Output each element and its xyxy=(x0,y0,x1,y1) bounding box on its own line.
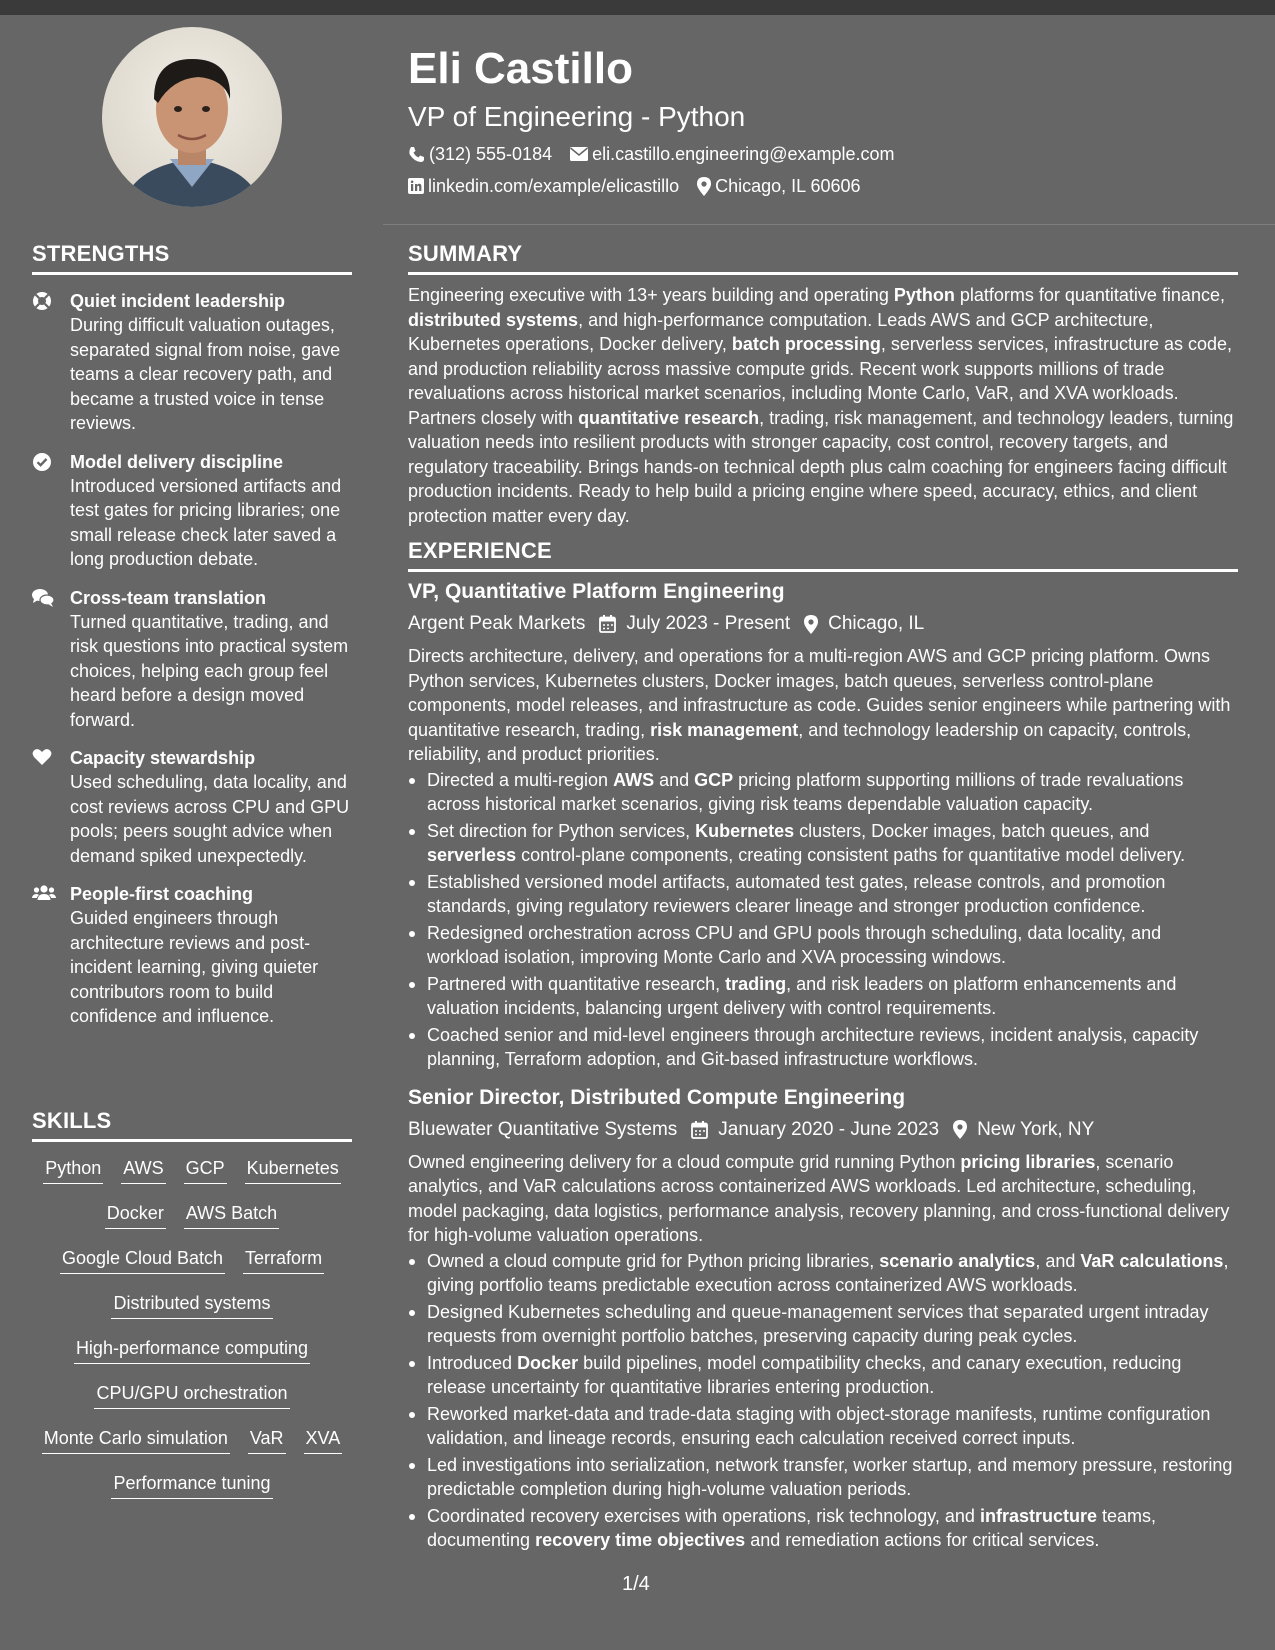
skills-section xyxy=(32,1108,352,1516)
skill-row xyxy=(32,1156,352,1201)
skill-tag: AWS Batch xyxy=(184,1201,279,1229)
job-location-text: New York, NY xyxy=(977,1118,1095,1140)
summary-text: Engineering executive with 13+ years building and operating Python platforms for quantitative finance, distributed systems, and high-performance computation. Leads AWS and GCP architecture, Kubernetes operations, Docker delivery, batch processing, serverless services, infrastructure as code, and production reliability across massive compute grids. Recent work supports millions of trade revaluations across historical market scenarios, including Monte Carlo, VaR, and XVA workloads. Partners closely with quantitative research, trading, risk management, and technology leaders, turning valuation needs into resilient products with stronger capacity, cost control, recovery targets, and regulatory traceability. Brings hands-on technical depth plus calm coaching for engineers facing difficult production incidents. Ready to help build a pricing engine where speed, accuracy, ethics, and client protection matter every day. xyxy=(408,285,1234,526)
job-dates-text: January 2020 - June 2023 xyxy=(718,1118,940,1140)
strength-description: Guided engineers through architecture reviews and post-incident learning, giving quieter contributors room to build confidence and influence. xyxy=(70,908,319,1026)
check-circle-icon xyxy=(32,450,70,572)
job-dates xyxy=(691,1116,939,1144)
bullet-item: Established versioned model artifacts, automated test gates, release controls, and promotion standards, giving regulatory reviewers clearer lineage and stronger production confidence. xyxy=(408,870,1238,919)
skill-tag: Docker xyxy=(105,1201,166,1229)
bullet-item: Directed a multi-region AWS and GCP pricing platform supporting millions of trade revaluations across historical market scenarios, giving risk teams dependable valuation capacity. xyxy=(408,768,1238,817)
heart-icon xyxy=(32,746,70,868)
linkedin-contact[interactable] xyxy=(408,174,679,198)
strength-description: During difficult valuation outages, separated signal from noise, gave teams a clear recovery path, and became a trusted voice in tense reviews. xyxy=(70,315,341,433)
skill-tag: Distributed systems xyxy=(111,1291,272,1319)
contact-row xyxy=(408,142,1238,166)
candidate-name: Eli Castillo xyxy=(408,44,633,93)
phone-contact xyxy=(408,142,552,166)
job-location xyxy=(953,1116,1094,1144)
life-ring-icon xyxy=(32,289,70,436)
strength-title: Model delivery discipline xyxy=(70,451,284,472)
skill-tag: AWS xyxy=(121,1156,165,1184)
strengths-heading: STRENGTHS xyxy=(32,241,352,275)
bullet-item: Reworked market-data and trade-data staging with object-storage manifests, runtime configuration validation, and lineage records, ensuring each calculation received correct inputs. xyxy=(408,1402,1238,1451)
map-marker-icon xyxy=(953,1120,967,1139)
strength-description: Turned quantitative, trading, and risk questions into practical system choices, helping each group feel heard before a design moved forward. xyxy=(70,611,349,730)
strength-title: People-first coaching xyxy=(70,884,254,904)
job-dates xyxy=(599,610,790,638)
summary-heading: SUMMARY xyxy=(408,241,1238,275)
skill-row xyxy=(32,1381,352,1426)
location-contact xyxy=(697,174,860,198)
email-contact[interactable] xyxy=(570,142,894,166)
location-text: Chicago, IL 60606 xyxy=(715,176,861,196)
linkedin-link[interactable]: linkedin.com/example/elicastillo xyxy=(428,176,680,196)
skill-tag: High-performance computing xyxy=(74,1336,310,1364)
job-location-text: Chicago, IL xyxy=(828,613,925,634)
job-title: Senior Director, Distributed Compute Engineering xyxy=(408,1085,906,1109)
bullet-item: Set direction for Python services, Kubernetes clusters, Docker images, batch queues, and serverless control-plane components, creating consistent paths for quantitative model delivery. xyxy=(408,819,1238,868)
experience-heading: EXPERIENCE xyxy=(408,538,1238,572)
skill-tag: Google Cloud Batch xyxy=(60,1246,225,1274)
calendar-icon xyxy=(691,1121,708,1139)
bullet-item: Led investigations into serialization, network transfer, worker startup, and memory pressure, restoring predictable completion during high-volume valuation periods. xyxy=(408,1453,1238,1502)
job-description: Directs architecture, delivery, and operations for a multi-region AWS and GCP pricing platform. Owns Python services, Kubernetes clusters, Docker images, batch queues, serverless control-plane components, model releases, and infrastructure as code. Guides senior engineers while partnering with quantitative research, trading, risk management, and technology leadership on capacity, controls, reliability, and product priorities. xyxy=(408,646,1231,764)
skill-tag: VaR xyxy=(248,1426,286,1454)
profile-photo xyxy=(102,27,282,207)
strength-description: Introduced versioned artifacts and test gates for pricing libraries; one small release check later saved a long production debate. xyxy=(70,475,342,569)
bullet-item: Coached senior and mid-level engineers through architecture reviews, incident analysis, capacity planning, Terraform adoption, and Git-based infrastructure workflows. xyxy=(408,1023,1238,1072)
contact-row xyxy=(408,174,1238,198)
strength-item xyxy=(32,882,352,1029)
bullet-item: Partnered with quantitative research, trading, and risk leaders on platform enhancements and valuation incidents, balancing urgent delivery with control requirements. xyxy=(408,972,1238,1021)
skills-list xyxy=(32,1156,352,1516)
skills-heading: SKILLS xyxy=(32,1108,352,1142)
skill-tag: Python xyxy=(43,1156,103,1184)
top-bar xyxy=(0,0,1275,15)
strength-title: Cross-team translation xyxy=(70,587,267,608)
skill-tag: Kubernetes xyxy=(245,1156,341,1184)
phone-icon xyxy=(408,146,425,163)
bullet-item: Owned a cloud compute grid for Python pricing libraries, scenario analytics, and VaR calculations, giving portfolio teams predictable execution across containerized AWS workloads. xyxy=(408,1249,1238,1298)
bullet-item: Redesigned orchestration across CPU and GPU pools through scheduling, data locality, and workload isolation, improving Monte Carlo and XVA processing windows. xyxy=(408,921,1238,970)
skill-row xyxy=(32,1291,352,1336)
skill-tag: Terraform xyxy=(243,1246,324,1274)
page-number: 1/4 xyxy=(622,1573,650,1595)
job-dates-text: July 2023 - Present xyxy=(626,613,791,634)
bullet-item: Coordinated recovery exercises with operations, risk technology, and infrastructure teams, documenting recovery time objectives and remediation actions for critical services. xyxy=(408,1504,1238,1553)
skill-row xyxy=(32,1336,352,1381)
job-bullets xyxy=(408,768,1238,1072)
skill-tag: XVA xyxy=(304,1426,343,1454)
job-meta xyxy=(408,610,1238,638)
job-bullets xyxy=(408,1249,1238,1553)
bullet-item: Introduced Docker build pipelines, model compatibility checks, and canary execution, reducing release uncertainty for quantitative libraries entering production. xyxy=(408,1351,1238,1400)
comments-icon xyxy=(32,586,70,733)
header-divider xyxy=(383,224,1275,225)
main-column xyxy=(408,241,1238,1555)
job-title: VP, Quantitative Platform Engineering xyxy=(408,580,785,603)
job-entry xyxy=(408,1084,1238,1553)
strength-item xyxy=(32,586,352,733)
strength-item xyxy=(32,746,352,868)
skill-row xyxy=(32,1471,352,1516)
skill-tag: Performance tuning xyxy=(111,1471,272,1499)
map-marker-icon xyxy=(697,177,711,196)
bullet-item: Designed Kubernetes scheduling and queue-management services that separated urgent intraday requests from overnight portfolio batches, preserving capacity during peak cycles. xyxy=(408,1300,1238,1349)
job-location xyxy=(804,610,924,638)
strength-item xyxy=(32,289,352,436)
strength-title: Quiet incident leadership xyxy=(70,291,286,311)
skill-tag: CPU/GPU orchestration xyxy=(94,1381,289,1409)
company-name: Argent Peak Markets xyxy=(408,613,586,634)
strength-description: Used scheduling, data locality, and cost reviews across CPU and GPU pools; peers sought advice when demand spiked unexpectedly. xyxy=(70,772,350,866)
email-link[interactable]: eli.castillo.engineering@example.com xyxy=(592,144,895,164)
phone-text: (312) 555-0184 xyxy=(429,144,553,164)
skill-row xyxy=(32,1426,352,1471)
skill-tag: GCP xyxy=(184,1156,227,1184)
strengths-section xyxy=(32,241,352,1029)
strength-title: Capacity stewardship xyxy=(70,748,256,768)
users-icon xyxy=(32,882,70,1029)
calendar-icon xyxy=(599,615,616,633)
candidate-title: VP of Engineering - Python xyxy=(408,101,746,132)
job-entry xyxy=(408,578,1238,1072)
skill-row xyxy=(32,1201,352,1246)
company-name: Bluewater Quantitative Systems xyxy=(408,1118,678,1140)
skill-tag: Monte Carlo simulation xyxy=(42,1426,230,1454)
job-description: Owned engineering delivery for a cloud compute grid running Python pricing libraries, scenario analytics, and VaR calculations across containerized AWS workloads. Led architecture, scheduling, model packaging, data logistics, performance analysis, recovery planning, and cross-functional delivery for high-volume valuation operations. xyxy=(408,1151,1230,1245)
job-meta xyxy=(408,1116,1238,1144)
linkedin-icon xyxy=(408,178,424,194)
strength-item xyxy=(32,450,352,572)
skill-row xyxy=(32,1246,352,1291)
map-marker-icon xyxy=(804,615,818,634)
envelope-icon xyxy=(570,147,588,161)
resume-header xyxy=(408,40,1238,198)
